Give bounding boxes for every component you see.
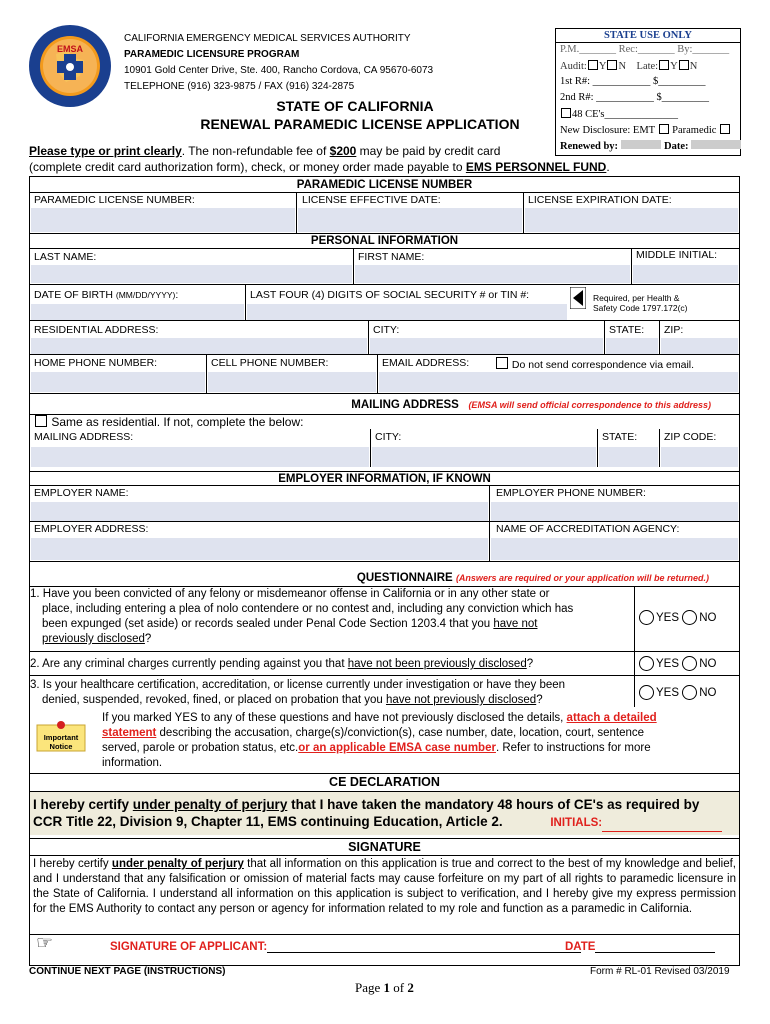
- q3-no-radio[interactable]: [682, 685, 697, 700]
- late-n-checkbox[interactable]: [679, 60, 689, 70]
- employer-address-field[interactable]: [31, 538, 488, 560]
- state-use-audit: Audit: Y N Late: Y N: [560, 61, 698, 72]
- continue-note: CONTINUE NEXT PAGE (INSTRUCTIONS): [29, 966, 226, 977]
- q3-yes-radio[interactable]: [639, 685, 654, 700]
- employer-phone-field[interactable]: [491, 502, 738, 521]
- same-as-residential-checkbox[interactable]: [35, 415, 47, 427]
- audit-y-checkbox[interactable]: [588, 60, 598, 70]
- ces-checkbox[interactable]: [561, 108, 571, 118]
- q3-answer: YES NO: [639, 685, 716, 700]
- ssn-field[interactable]: [247, 304, 567, 320]
- no-email-option: Do not send correspondence via email.: [495, 357, 694, 371]
- audit-n-checkbox[interactable]: [607, 60, 617, 70]
- section-employer: EMPLOYER INFORMATION, IF KNOWN: [30, 471, 739, 486]
- q1-answer: YES NO: [639, 610, 716, 625]
- section-personal: PERSONAL INFORMATION: [30, 233, 739, 248]
- cell-phone-field[interactable]: [208, 372, 376, 392]
- last-name-field[interactable]: [31, 265, 352, 283]
- arrow-left-icon: [570, 287, 586, 309]
- date-field[interactable]: [595, 952, 715, 953]
- application-form: [29, 176, 740, 966]
- employer-phone-label: EMPLOYER PHONE NUMBER:: [496, 487, 646, 499]
- employer-address-label: EMPLOYER ADDRESS:: [34, 523, 149, 535]
- employer-name-label: EMPLOYER NAME:: [34, 487, 129, 499]
- license-number-label: PARAMEDIC LICENSE NUMBER:: [34, 194, 195, 206]
- city-field[interactable]: [370, 338, 603, 354]
- mailing-address-label: MAILING ADDRESS:: [34, 431, 134, 443]
- zip-label: ZIP:: [664, 324, 684, 336]
- no-email-checkbox[interactable]: [496, 357, 508, 369]
- employer-name-field[interactable]: [31, 502, 488, 521]
- section-signature: SIGNATURE: [30, 838, 739, 855]
- question-3: 3. Is your healthcare certification, accreditation, or license currently under investigation or have they been denied, suspended, revoked, fined, or placed on probation that you have not previously disclosed?: [30, 679, 566, 706]
- state-use-box: [555, 28, 741, 156]
- state-use-r1: 1st R#: ___________ $_________: [560, 76, 706, 87]
- middle-initial-field[interactable]: [633, 265, 738, 283]
- middle-initial-label: MIDDLE INITIAL:: [636, 249, 718, 261]
- dob-field[interactable]: [31, 304, 244, 320]
- state-use-renewed: Renewed by: Date:: [560, 140, 741, 152]
- q2-yes-radio[interactable]: [639, 656, 654, 671]
- ssn-required-note: Required, per Health & Safety Code 1797.172(c): [593, 293, 688, 313]
- state-use-disclosure: New Disclosure: EMT Paramedic: [560, 124, 731, 136]
- zip-field[interactable]: [661, 338, 738, 354]
- mailing-city-field[interactable]: [372, 447, 596, 467]
- license-expiration-field[interactable]: [525, 208, 738, 232]
- signature-field[interactable]: [267, 952, 581, 953]
- seal-emsa-text: EMSA: [57, 44, 84, 54]
- section-ce: CE DECLARATION: [329, 775, 440, 789]
- initials-field[interactable]: [602, 831, 722, 832]
- cell-phone-label: CELL PHONE NUMBER:: [211, 357, 329, 369]
- mailing-state-label: STATE:: [602, 431, 638, 443]
- yes-instructions: If you marked YES to any of these questions and have not previously disclosed the details, attach a detailed statement describing the accusation, charge(s)/conviction(s), case number, date, location, court, sentence served, parole or probation status, etc.or an applicable EMSA case number. Refer to instructions for more information.: [102, 712, 657, 769]
- same-as-residential: Same as residential. If not, complete the below:: [34, 415, 303, 429]
- mailing-state-field[interactable]: [599, 447, 658, 467]
- dob-label: DATE OF BIRTH (MM/DD/YYYY):: [34, 289, 179, 301]
- state-use-ces: 48 CE's______________: [560, 108, 678, 120]
- title-form: RENEWAL PARAMEDIC LICENSE APPLICATION: [200, 116, 520, 132]
- email-field[interactable]: [379, 372, 738, 392]
- mailing-zip-field[interactable]: [661, 447, 738, 467]
- agency-name: CALIFORNIA EMERGENCY MEDICAL SERVICES AUTHORITY: [124, 33, 411, 44]
- mailing-city-label: CITY:: [375, 431, 402, 443]
- q1-yes-radio[interactable]: [639, 610, 654, 625]
- state-use-title: STATE USE ONLY: [556, 29, 740, 43]
- disclosure-emt-checkbox[interactable]: [659, 124, 669, 134]
- important-notice-label: Important Notice: [43, 733, 79, 751]
- mailing-zip-label: ZIP CODE:: [664, 431, 717, 443]
- date-line: DATE: [565, 941, 715, 953]
- question-1: 1. Have you been convicted of any felony or misdemeanor offense in California or in any other state or place, including entering a plea of nolo contendere or no contest and, including any conviction which has been expunged (set aside) or records sealed under Penal Code Section 1203.4 that you have not previously disclosed?: [30, 588, 574, 645]
- license-number-field[interactable]: [31, 208, 295, 232]
- question-2: 2. Are any criminal charges currently pending against you that have not been previously disclosed?: [30, 658, 534, 670]
- residential-label: RESIDENTIAL ADDRESS:: [34, 324, 159, 336]
- last-name-label: LAST NAME:: [34, 251, 97, 263]
- emsa-seal-logo: [28, 24, 112, 108]
- section-mailing: MAILING ADDRESS (EMSA will send official correspondence to this address): [351, 399, 711, 411]
- state-use-r2: 2nd R#: ___________ $_________: [560, 92, 710, 103]
- agency-phone: TELEPHONE (916) 323-9875 / FAX (916) 324-2875: [124, 81, 355, 92]
- residential-field[interactable]: [31, 338, 367, 354]
- form-number: Form # RL-01 Revised 03/2019: [590, 966, 730, 977]
- license-effective-label: LICENSE EFFECTIVE DATE:: [302, 194, 441, 206]
- mailing-address-field[interactable]: [31, 447, 369, 467]
- title-state: STATE OF CALIFORNIA: [276, 98, 434, 114]
- first-name-label: FIRST NAME:: [358, 251, 425, 263]
- program-name: PARAMEDIC LICENSURE PROGRAM: [124, 49, 300, 60]
- ce-declaration: I hereby certify under penalty of perjury that I have taken the mandatory 48 hours of CE's as required by CCR Title 22, Division 9, Chapter 11, EMS continuing Education, Article 2. INITIALS:: [30, 791, 739, 835]
- home-phone-label: HOME PHONE NUMBER:: [34, 357, 158, 369]
- section-license: PARAMEDIC LICENSE NUMBER: [296, 179, 473, 191]
- license-effective-field[interactable]: [298, 208, 522, 232]
- first-name-field[interactable]: [355, 265, 630, 283]
- signature-line: SIGNATURE OF APPLICANT:: [110, 941, 581, 953]
- home-phone-field[interactable]: [31, 372, 205, 392]
- license-expiration-label: LICENSE EXPIRATION DATE:: [528, 194, 672, 206]
- page-number: Page 1 of 2: [355, 980, 414, 995]
- accreditation-agency-field[interactable]: [491, 538, 738, 560]
- disclosure-paramedic-checkbox[interactable]: [720, 124, 730, 134]
- pointing-hand-icon: ☞: [36, 933, 54, 954]
- ssn-label: LAST FOUR (4) DIGITS OF SOCIAL SECURITY # or TIN #:: [250, 289, 530, 301]
- q1-no-radio[interactable]: [682, 610, 697, 625]
- q2-answer: YES NO: [639, 656, 716, 671]
- intro-text: Please type or print clearly. The non-refundable fee of $200 may be paid by credit card (complete credit card authorization form), check, or money order made payable to EMS PERSONNEL FUND.: [29, 144, 610, 174]
- email-label: EMAIL ADDRESS:: [382, 357, 470, 369]
- agency-address: 10901 Gold Center Drive, Ste. 400, Rancho Cordova, CA 95670-6073: [124, 65, 434, 76]
- section-questionnaire: QUESTIONNAIRE (Answers are required or your application will be returned.): [356, 572, 709, 584]
- city-label: CITY:: [373, 324, 400, 336]
- late-y-checkbox[interactable]: [659, 60, 669, 70]
- accreditation-agency-label: NAME OF ACCREDITATION AGENCY:: [496, 523, 680, 535]
- state-use-pm: P.M._______ Rec:_______ By:_______: [560, 44, 730, 55]
- q2-no-radio[interactable]: [682, 656, 697, 671]
- state-field[interactable]: [606, 338, 658, 354]
- signature-certification: I hereby certify under penalty of perjury that all information on this application is true and correct to the best of my knowledge and belief, and I understand that any falsification or omission of material facts may cause forfeiture on my part of all rights to paramedic licensure in the State of California. I understand all information on this application is subject to verification, and I hereby give my express permission for the EMS Authority to contact any person or agency for information related to my role and function as a paramedic in California.: [33, 858, 736, 915]
- state-label: STATE:: [609, 324, 645, 336]
